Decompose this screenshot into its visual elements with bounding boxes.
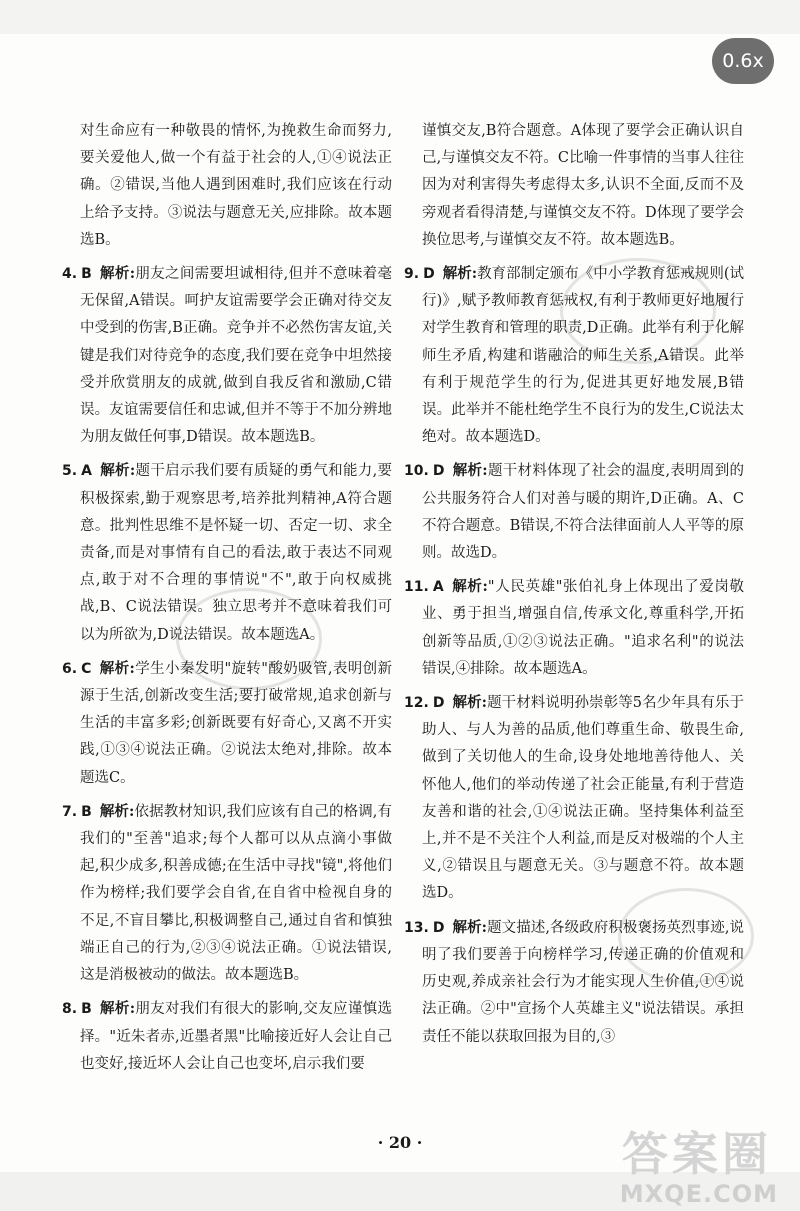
watermark-logo: 答案圈 xyxy=(622,1127,772,1181)
watermark-site-text: MXQE.COM xyxy=(619,1180,778,1208)
question-number: 12. xyxy=(404,695,429,712)
analysis-label: 解析: xyxy=(99,265,136,283)
answer-continuation xyxy=(404,118,744,254)
answer-letter: B xyxy=(81,1001,92,1018)
question-number: 8. xyxy=(62,1001,78,1018)
viewer-top-bar xyxy=(0,0,800,34)
explanation-text: 题干材料体现了社会的温度,表明周到的公共服务符合人们对善与暖的期许,D正确。A、C不符合题意。B错误,不符合法律面前人人平等的原则。故选D。 xyxy=(422,463,745,562)
analysis-label: 解析: xyxy=(99,659,135,677)
answer-item xyxy=(62,260,392,451)
explanation-text: 对生命应有一种敬畏的情怀,为挽救生命而努力,要关爱他人,做一个有益于社会的人,①④说法正确。②错误,当他人遇到困难时,我们应该在行动上给予支持。③说法与题意无关,应排除。故本题选B。 xyxy=(80,123,392,248)
answer-continuation xyxy=(62,118,392,254)
explanation-text: 题干材料说明孙崇彰等5名少年具有乐于助人、与人为善的品质,他们尊重生命、敬畏生命,做到了关切他人的生命,设身处地地善待他人、关怀他人,他们的举动传递了社会正能量,有利于营造友善和谐的社会,①④说法正确。坚持集体利益至上,并不是不关注个人利益,而是反对极端的个人主义,②错误且与题意无关。③与题意不符。故本题选D。 xyxy=(422,695,744,902)
analysis-label: 解析: xyxy=(99,802,135,820)
explanation-text: 朋友对我们有很大的影响,交友应谨慎选择。"近朱者赤,近墨者黑"比喻接近好人会让自己也变好,接近坏人会让自己也变坏,启示我们要 xyxy=(80,1001,392,1072)
question-number: 10. xyxy=(404,463,429,480)
explanation-text: 朋友之间需要坦诚相待,但并不意味着毫无保留,A错误。呵护友谊需要学会正确对待交友中受到的伤害,B正确。竞争并不必然伤害友谊,关键是我们对待竞争的态度,我们要在竞争中坦然接受并欣赏朋友的成就,做到自我反省和激励,C错误。友谊需要信任和忠诚,但并不等于不加分辨地为朋友做任何事,D错误。故本题选B。 xyxy=(80,266,392,446)
answer-item xyxy=(404,914,744,1051)
answer-item xyxy=(62,655,392,792)
answer-letter: A xyxy=(81,463,92,480)
question-number: 13. xyxy=(404,919,429,936)
explanation-text: 依据教材知识,我们应该有自己的格调,有我们的"至善"追求;每个人都可以从点滴小事做起,积少成多,积善成德;在生活中寻找"镜",将他们作为榜样;我们要学会自省,在自省中检视自身的不足,不盲目攀比,积极调整自己,通过自省和慎独端正自己的行为,②③④说法正确。①说法错误,这是消极被动的做法。故本题选B。 xyxy=(80,803,392,984)
answer-letter: D xyxy=(432,919,445,936)
answer-item xyxy=(62,457,392,648)
answer-letter: D xyxy=(423,266,435,283)
analysis-label: 解析: xyxy=(451,578,488,596)
answer-letter: B xyxy=(81,803,92,820)
explanation-text: 题文描述,各级政府积极褒扬英烈事迹,说明了我们要善于向榜样学习,传递正确的价值观和历史观,养成亲社会行为才能实现人生价值,①④说法正确。②中"宣扬个人英雄主义"说法错误。承担责任不能以获取回报为目的,③ xyxy=(422,919,744,1045)
answer-letter: B xyxy=(81,266,92,283)
question-number: 9. xyxy=(404,266,420,283)
page-number: · 20 · xyxy=(377,1133,423,1152)
answer-item xyxy=(404,457,744,567)
explanation-text: 教育部制定颁布《中小学教育惩戒规则(试行)》,赋予教师教育惩戒权,有利于教师更好地履行对学生教育和管理的职责,D正确。此举有利于化解师生矛盾,构建和谐融洽的师生关系,A错误。此举有利于规范学生的行为,促进其更好地发展,B错误。此举并不能杜绝学生不良行为的发生,C说法太绝对。故本题选D。 xyxy=(422,266,745,446)
zoom-level-badge[interactable]: 0.6x xyxy=(712,38,774,84)
answer-letter: D xyxy=(432,695,445,712)
answer-letter: C xyxy=(81,660,92,677)
explanation-text: 学生小秦发明"旋转"酸奶吸管,表明创新源于生活,创新改变生活;要打破常规,追求创新与生活的丰富多彩;创新既要有好奇心,又离不开实践,①③④说法正确。②说法太绝对,排除。故本题选C。 xyxy=(80,660,392,786)
answer-letter: D xyxy=(432,463,445,480)
question-number: 4. xyxy=(62,266,78,283)
analysis-label: 解析: xyxy=(442,265,478,283)
question-number: 7. xyxy=(62,803,78,820)
question-number: 5. xyxy=(62,463,78,480)
question-number: 11. xyxy=(404,579,429,596)
explanation-text: 谨慎交友,B符合题意。A体现了要学会正确认识自己,与谨慎交友不符。C比喻一件事情的当事人往往因为对利害得失考虑得太多,认识不全面,反而不及旁观者看得清楚,与谨慎交友不符。D体现了要学会换位思考,与谨慎交友不符。故本题选B。 xyxy=(422,123,744,248)
left-column xyxy=(62,118,392,1084)
analysis-label: 解析: xyxy=(452,462,488,480)
analysis-label: 解析: xyxy=(99,1000,136,1018)
analysis-label: 解析: xyxy=(99,462,136,480)
right-column xyxy=(404,118,744,1057)
answer-item xyxy=(404,260,744,451)
answer-item xyxy=(62,995,392,1078)
explanation-text: "人民英雄"张伯礼身上体现出了爱岗敬业、勇于担当,增强自信,传承文化,尊重科学,开拓创新等品质,①②③说法正确。"追求名利"的说法错误,④排除。故本题选A。 xyxy=(422,579,744,677)
explanation-text: 题干启示我们要有质疑的勇气和能力,要积极探索,勤于观察思考,培养批判精神,A符合题意。批判性思维不是怀疑一切、否定一切、求全责备,而是对事情有自己的看法,敢于表达不同观点,敢于对不合理的事情说"不",敢于向权威挑战,B、C说法错误。独立思考并不意味着我们可以为所欲为,D说法错误。故本题选A。 xyxy=(80,463,393,643)
answer-item xyxy=(404,573,744,683)
answer-letter: A xyxy=(432,579,444,596)
answer-item xyxy=(404,689,744,908)
answer-item xyxy=(62,798,392,989)
analysis-label: 解析: xyxy=(452,694,487,712)
analysis-label: 解析: xyxy=(452,918,487,936)
question-number: 6. xyxy=(62,660,78,677)
